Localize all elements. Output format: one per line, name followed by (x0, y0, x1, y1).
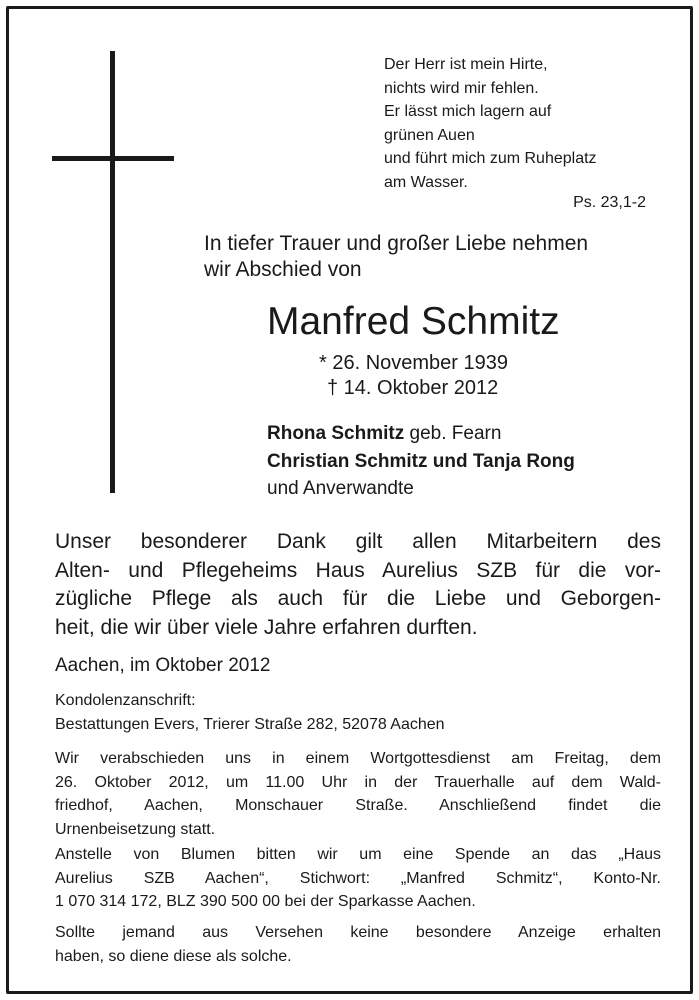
thanks-line: Unser besonderer Dank gilt allen Mitarbeitern des (55, 530, 661, 553)
psalm-line: am Wasser. (384, 173, 468, 191)
condolence-address (55, 689, 445, 736)
intro-line: wir Abschied von (204, 258, 362, 281)
family-member-name: Rhona Schmitz (267, 423, 405, 444)
thanks-paragraph (55, 528, 661, 642)
notice-paragraph (55, 921, 661, 968)
service-line: 26. Oktober 2012, um 11.00 Uhr in der Trauerhalle auf dem Wald- (55, 773, 661, 791)
life-dates (319, 351, 508, 401)
psalm-reference: Ps. 23,1-2 (573, 194, 646, 211)
condolence-label: Kondolenzanschrift: (55, 692, 196, 709)
psalm-line: Er lässt mich lagern auf (384, 103, 552, 120)
intro-text (204, 231, 664, 283)
cross-icon-bar (52, 156, 174, 161)
condolence-text: Bestattungen Evers, Trierer Straße 282, 52078 Aachen (55, 715, 445, 733)
donation-line: Anstelle von Blumen bitten wir um eine Spende an das „Haus (55, 846, 661, 863)
donation-paragraph (55, 843, 661, 914)
intro-line: In tiefer Trauer und großer Liebe nehmen (204, 232, 589, 255)
obituary-frame (6, 6, 693, 994)
family-list (267, 420, 575, 503)
birth-date: * 26. November 1939 (319, 352, 509, 374)
psalm-line: grünen Auen (384, 126, 475, 144)
thanks-line: heit, die wir über viele Jahre erfahren durften. (55, 615, 478, 639)
family-member-name: Christian Schmitz und Tanja Rong (267, 450, 575, 472)
thanks-line: zügliche Pflege als auch für die Liebe und Geborgen- (55, 587, 661, 610)
family-member (267, 448, 575, 476)
donation-line: Aurelius SZB Aachen“, Stichwort: „Manfred Schmitz“, Konto-Nr. (55, 869, 661, 887)
family-member (267, 420, 575, 448)
psalm-line: und führt mich zum Ruheplatz (384, 150, 597, 167)
notice-line: Sollte jemand aus Versehen keine besondere Anzeige erhalten (55, 924, 661, 941)
service-line: Wir verabschieden uns in einem Wortgottesdienst am Freitag, dem (55, 750, 661, 767)
cross-icon (110, 51, 115, 493)
place-date: Aachen, im Oktober 2012 (55, 655, 271, 676)
deceased-name: Manfred Schmitz (267, 300, 560, 343)
family-others: und Anverwandte (267, 478, 414, 499)
death-date: † 14. Oktober 2012 (327, 377, 499, 399)
family-member-suffix: geb. Fearn (404, 423, 502, 444)
psalm-line: nichts wird mir fehlen. (384, 79, 539, 97)
psalm-line: Der Herr ist mein Hirte, (384, 56, 548, 73)
service-line: friedhof, Aachen, Monschauer Straße. Anschließend findet die (55, 797, 661, 814)
psalm-quote (384, 53, 597, 194)
notice-line: haben, so diene diese als solche. (55, 947, 292, 965)
service-line: Urnenbeisetzung statt. (55, 820, 216, 838)
donation-line: 1 070 314 172, BLZ 390 500 00 bei der Sparkasse Aachen. (55, 893, 476, 910)
thanks-line: Alten- und Pflegeheims Haus Aurelius SZB für die vor- (55, 558, 661, 582)
service-paragraph (55, 747, 661, 841)
